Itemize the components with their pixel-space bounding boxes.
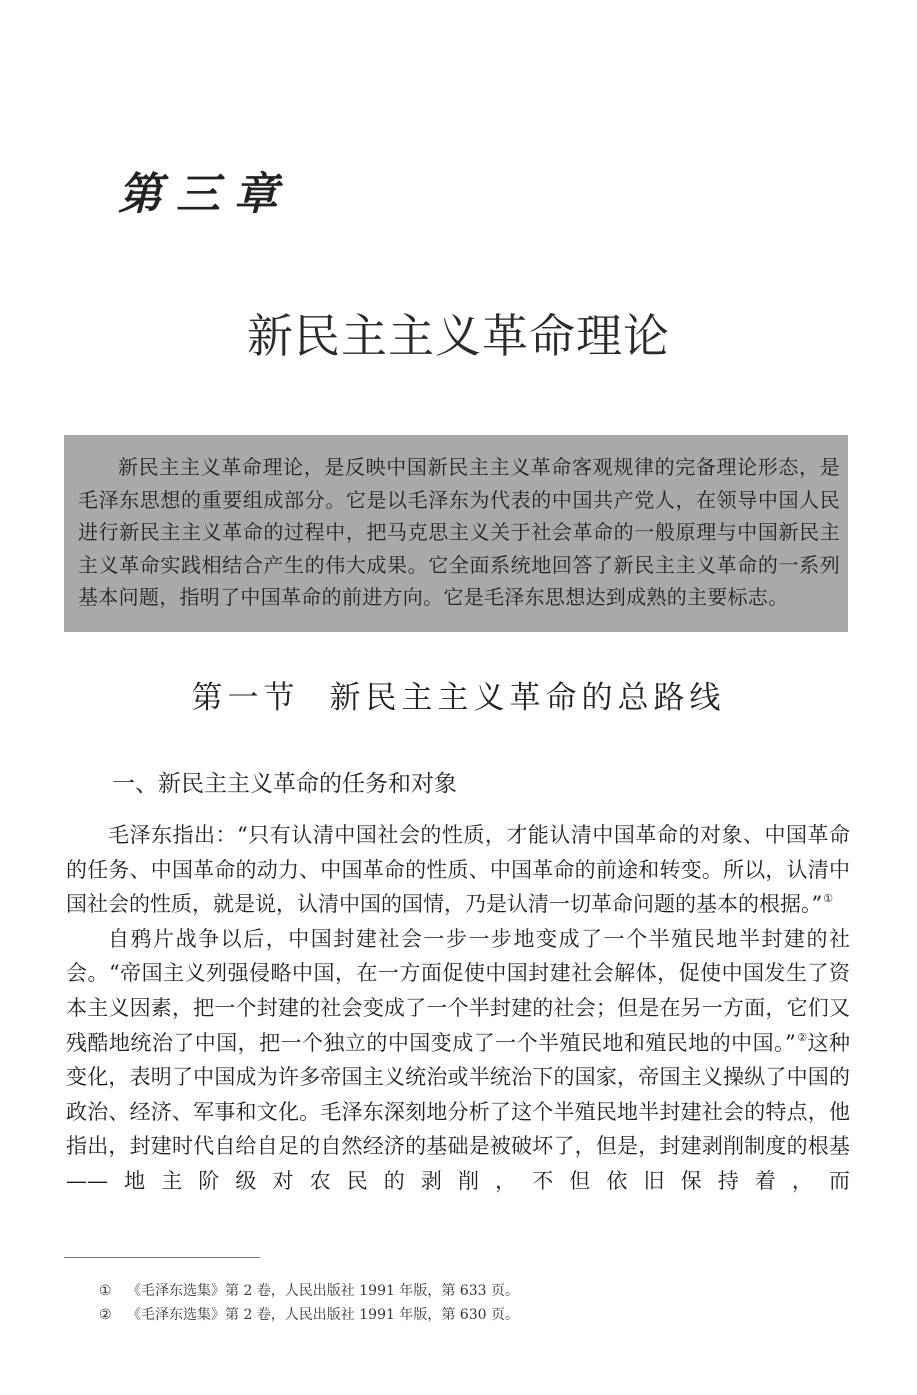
chapter-label: 第三章 [118, 169, 292, 220]
paragraph-text: 毛泽东指出：“只有认清中国社会的性质，才能认清中国革命的对象、中国革命的任务、中国革命的动力、中国革命的性质、中国革命的前途和转变。所以，认清中国社会的性质，就是说，认清中国的国情，乃是认清一切革命问题的基本的根据。” [66, 823, 850, 917]
footnote [99, 1279, 859, 1303]
footnote [99, 1303, 859, 1327]
section-name: 新民主主义革命的总路线 [329, 680, 726, 716]
footnote-divider [64, 1257, 260, 1258]
chapter-abstract-text: 新民主主义革命理论，是反映中国新民主主义革命客观规律的完备理论形态，是毛泽东思想的重要组成部分。它是以毛泽东为代表的中国共产党人，在领导中国人民进行新民主主义革命的过程中，把马克思主义关于社会革命的一般原理与中国新民主主义革命实践相结合产生的伟大成果。它全面系统地回答了新民主主义革命的一系列基本问题，指明了中国革命的前进方向。它是毛泽东思想达到成熟的主要标志。 [78, 455, 840, 609]
footnotes [99, 1279, 859, 1327]
section-title [0, 676, 917, 720]
footnote-reference[interactable]: ① [823, 892, 834, 906]
chapter-abstract-box [64, 435, 848, 632]
footnote-marker: ① [99, 1283, 112, 1299]
footnote-text: 《毛泽东选集》第 2 卷，人民出版社 1991 年版，第 633 页。 [127, 1283, 519, 1299]
subsection-title: 一、新民主主义革命的任务和对象 [112, 771, 457, 797]
footnote-reference[interactable]: ② [796, 1030, 808, 1044]
paragraph [66, 818, 850, 922]
section-number: 第一节 [191, 680, 300, 716]
body-text [66, 818, 850, 1199]
paragraph [66, 922, 850, 1199]
chapter-title: 新民主主义革命理论 [247, 309, 670, 363]
footnote-marker: ② [99, 1307, 112, 1323]
paragraph-text: 自鸦片战争以后，中国封建社会一步一步地变成了一个半殖民地半封建的社会。“帝国主义列强侵略中国，在一方面促使中国封建社会解体，促使中国发生了资本主义因素，把一个封建的社会变成了一个半封建的社会；但是在另一方面，它们又残酷地统治了中国，把一个独立的中国变成了一个半殖民地和殖民地的中国。” [66, 926, 850, 1055]
footnote-text: 《毛泽东选集》第 2 卷，人民出版社 1991 年版，第 630 页。 [127, 1307, 519, 1323]
paragraph-text: 这种变化，表明了中国成为许多帝国主义统治或半统治下的国家，帝国主义操纵了中国的政治、经济、军事和文化。毛泽东深刻地分析了这个半殖民地半封建社会的特点，他指出，封建时代自给自足的自然经济的基础是被破坏了，但是，封建剥削制度的根基——地主阶级对农民的剥削，不但依旧保持着，而 [66, 1030, 851, 1193]
